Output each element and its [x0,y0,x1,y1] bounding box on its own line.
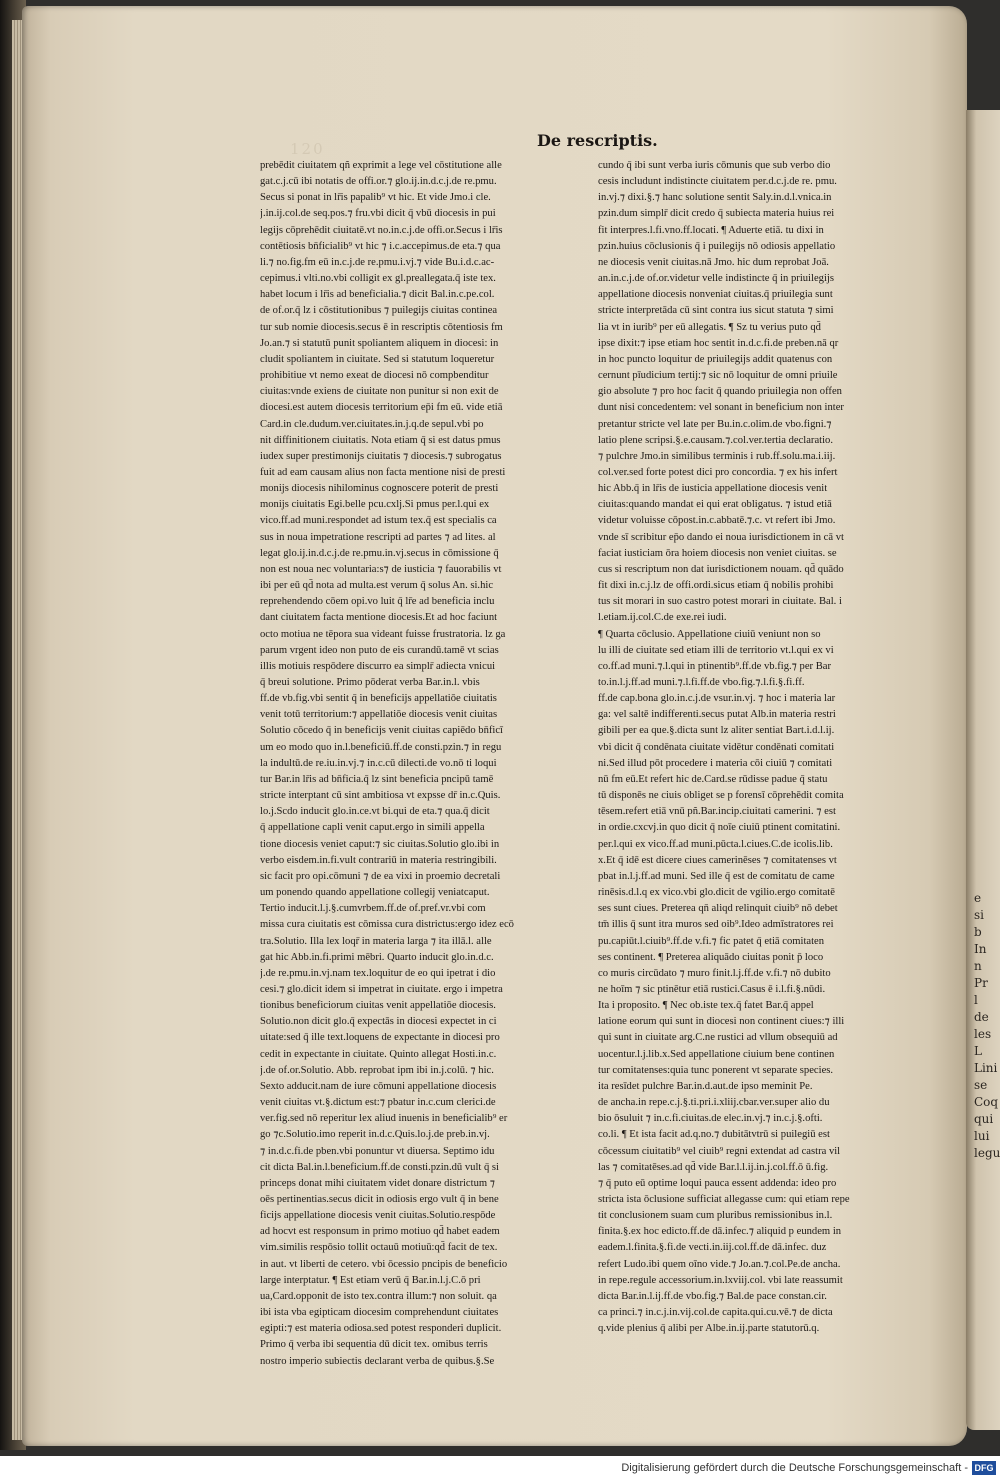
text-line: l.etiam.ij.col.C.de exe.rei iudi. [598,612,727,624]
text-line: Primo q̄ verba ibi sequentia dū dicit tex. omibus terris [260,1339,488,1351]
text-line: co muris circūdato ⁊ muro finit.l.j.ff.de v.fi.⁊ nō dubito [598,967,831,979]
text-line: ad hocvt est responsum in primo motiuo qd̄ habet eadem [260,1226,500,1238]
text-line: large interptatur. ¶ Est etiam verū q̄ Bar.in.l.j.C.ō pri [260,1274,481,1286]
text-line: Secus si ponat in lr̄is papalib⁹ vt hic. Et vide Jmo.i cle. [260,192,491,204]
text-line: go ⁊c.Solutio.imo reperit in.d.c.Quis.lo.j.de preb.in.vj. [260,1129,490,1141]
text-line: gibili per ea que.§.dicta sunt lz aliter sentiat Bart.i.d.l.ij. [598,725,835,737]
text-line: cepimus.i vlti.no.vbi colligit ex gl.preallegata.q̄ iste tex. [260,273,496,285]
text-line: col.ver.sed forte potest dici pro concordia. ⁊ ex his infert [598,466,838,478]
text-line: Sexto adducit.nam de iure cōmuni appellatione diocesis [260,1080,497,1092]
text-line: vim.similis respōsio tollit octauū motiuū:qd̄ facit de tex. [260,1242,498,1254]
text-line: refert Ludo.ibi quem oīno vide.⁊ Jo.an.⁊.col.Pe.de ancha. [598,1258,841,1270]
text-line: x.Et q̄ idē est dicere ciues camerinēses ⁊ comitatenses vt [598,854,837,866]
text-line: sus in noua impetratione rescripti ad partes ⁊ ad lites. al [260,531,496,543]
text-line: lu illi de ciuitate sed etiam illi de territorio vt.l.qui ex vi [598,644,834,656]
text-line: pbat in.l.j.ff.ad muni. Sed ille q̄ est de comitatu de came [598,870,835,882]
text-line: dant ciuitatem facta mentione diocesis.Et ad hoc faciunt [260,612,498,624]
text-line: in aut. vt liberti de cetero. vbi ōcessio pncipis de beneficio [260,1258,508,1270]
text-line: faciat iusticiam ōra hoiem diocesis non veniet ciuitas. se [598,547,837,559]
text-line: ses continent. ¶ Preterea aliquādo ciuitas ponit p̄ loco [598,951,824,963]
text-line: stricte interpretāda cū sint contra ius sicut statuta ⁊ simi [598,305,834,317]
text-line: habet locum i lr̄is ad beneficialia.⁊ dicit Bal.in.c.pe.col. [260,289,495,301]
text-line: diocesi.est autem diocesis territorium ep̄i fm eū. vide etiā [260,402,503,414]
text-line: octo motiua ne tēpora sua videant fuisse frustratoria. lz ga [260,628,506,640]
text-line: ¶ Quarta cōclusio. Appellatione ciuiū veniunt non so [598,628,821,640]
text-line: monijs diocesis nihilominus cognoscere poterit de presti [260,483,499,495]
text-line: in repe.regule accessorium.in.lxviij.col. vbi late reassumit [598,1274,843,1286]
text-line: ⁊ pulchre Jmo.in similibus terminis i rub.ff.solu.ma.i.iij. [598,450,836,462]
text-line: vnde sī scribitur ep̄o dando ei noua iurisdictionem in cā vt [598,531,844,543]
text-line: ibi per eū qd̄ nota ad multa.est verum q̄ solus An. si.hic [260,580,494,592]
text-line: egipti:⁊ est materia odiosa.sed potest responderi duplicit. [260,1323,502,1335]
text-line: ff.de cap.bona glo.in.c.j.de vsur.in.vj. ⁊ hoc i materia lar [598,693,836,705]
text-line: cesis includunt indistincte ciuitatem per.d.c.j.de re. pmu. [598,176,837,188]
next-page-edge [966,110,1000,1430]
text-line: ff.de vb.fig.vbi sentit q̄ in beneficijs appellatiōe ciuitatis [260,693,497,705]
text-line: venit totū territorium:⁊ appellatiōe diocesis venit ciuitas [260,709,498,721]
text-line: ficijs appellatione diocesis venit ciuitas.Solutio.respōde [260,1210,496,1222]
text-line: an.in.c.j.de of.or.videtur velle indistincte q̄ in priuilegijs [598,273,834,285]
text-line: stricte interptant cū sint ambitiosa vt expsse dr̄ in.c.Quis. [260,790,501,802]
text-line: non est noua nec voluntaria:s⁊ de iusticia ⁊ fauorabilis vt [260,563,502,575]
text-line: la indultū.de re.iu.in.vj.⁊ in.c.cū dilecti.de vo.nō ti loqui [260,757,497,769]
next-page-fragment-text: e si b In n Pr l de les L Lini se Coq qui lui legu [974,891,1000,1160]
text-line: pu.capiūt.l.ciuib⁹.ff.de v.fi.⁊ fic patet q̄ etiā comitaten [598,935,825,947]
text-line: tionibus beneficiorum ciuitas venit appellatiōe diocesis. [260,1000,496,1012]
text-line: prebēdit ciuitatem qñ exprimit a lege vel cōstitutione alle [260,160,502,171]
text-line: contētiosis bn̄ficialib⁹ vt hic ⁊ i.c.accepimus.de eta.⁊ qua [260,240,501,252]
text-line: um eo modo quo in.l.beneficiū.ff.de consti.pzin.⁊ in regu [260,741,502,753]
text-line: ⁊ in.d.c.fi.de pben.vbi ponuntur vt diuersa. Septimo idu [260,1145,495,1157]
text-line: dicta Bar.in.l.ij.ff.de vbo.fig.⁊ Bal.de pace constan.cir. [598,1290,827,1302]
text-line: latio plene scripsi.§.e.causam.⁊.col.ver.tertia declaratio. [598,434,833,446]
text-line: fit dixi in.c.j.lz de offi.ordi.sicus etiam q̄ nobilis prohibi [598,580,834,592]
text-line: stricta ista ōclusione sufficiat allegasse cum: qui etiam repe [598,1194,850,1205]
text-line: appellatione diocesis nonveniat ciuitas.q̄ priuilegia sunt [598,289,833,301]
text-line: nostro imperio subiectis declarant verba de quibus.§.Se [260,1355,495,1367]
text-line: ca princi.⁊ in.c.j.in.vij.col.de capita.qui.cu.vē.⁊ de dicta [598,1307,833,1319]
text-line: cus si rescriptum non dat iurisdictionem nouam. qd̄ quādo [598,563,844,575]
text-line: li.⁊ no.fig.fm eū in.c.j.de re.pmu.i.vj.⁊ vide Bu.i.d.c.ac- [260,256,495,268]
text-line: monijs ciuitatis Egi.belle pcu.cxlj.Si pmus per.l.qui ex [260,499,490,511]
text-line: legat glo.ij.in.d.c.j.de re.pmu.in.vj.secus in cōmissione q̄ [260,547,499,559]
text-line: pzin.dum simplr̄ dicit credo q̄ subiecta materia huius rei [598,208,835,220]
text-line: Tertio inducit.l.j.§.cumvrbem.ff.de of.pref.vr.vbi com [260,903,486,915]
text-line: uocentur.l.j.lib.x.Sed appellatione ciuium bene continen [598,1048,835,1060]
text-line: cit dicta Bal.in.l.beneficium.ff.de consti.pzin.dū vult q̄ si [260,1161,499,1173]
text-line: parum vrgent ideo non puto de eis curandū.tamē vt scias [260,644,499,656]
text-line: lia vt in iurib⁹ per eū allegatis. ¶ Sz tu verius puto qd̄ [598,321,821,333]
text-line: ⁊ q̄ puto eū optime loqui pauca essent addenda: ideo pro [598,1177,837,1189]
right-text-column [598,158,910,1337]
text-line: reprehendendo cōem opi.vo luit q̄ lr̄e ad beneficia inclu [260,596,495,608]
text-line: de ancha.in repe.c.j.§.ti.pri.i.xliij.cbar.ver.super alio du [598,1097,830,1109]
text-line: bio ōsuluit ⁊ in.c.fi.ciuitas.de elec.in.vj.⁊ in.c.j.§.ofti. [598,1113,823,1125]
text-line: qui sunt in ciuitate arg.C.ne rustici ad vllum obsequiū ad [598,1032,838,1044]
text-line: tēsem.refert etiā vnū pñ.Bar.incip.ciuitati camerini. ⁊ est [598,806,836,818]
text-line: cōcessum ciuitatib⁹ vel ciuib⁹ regni extendat ad castra vil [598,1145,841,1157]
text-line: ses sunt ciues. Preterea qn̄ aliqd relinquit ciuib⁹ nō debet [598,903,838,915]
text-line: in.vj.⁊ dixi.§.⁊ hanc solutione sentit Saly.in.d.l.vnica.in [598,192,832,204]
text-line: Solutio.non dicit glo.q̄ expectās in diocesi expectet in ci [260,1016,497,1028]
text-line: pzin.huius cōclusionis q̄ i puilegijs nō odiosis appellatio [598,240,836,252]
text-line: ciuitas:vnde exiens de ciuitate non punitur si non exit de [260,386,499,398]
text-line: co.ff.ad muni.⁊.l.qui in ptinentib⁹.ff.de vb.fig.⁊ per Bar [598,660,832,672]
text-line: j.in.ij.col.de seq.pos.⁊ fru.vbi dicit q̄ vbū diocesis in pui [260,208,496,220]
text-line: gat hic Abb.in.fi.primi mēbri. Quarto inducit glo.in.d.c. [260,951,494,963]
text-line: cludit spoliantem in ciuitate. Sed si statutum loqueretur [260,353,495,365]
text-line: in hoc puncto loquitur de priuilegijs addit quatenus con [598,353,833,365]
text-line: verbo eisdem.in.fi.vult contrariū in materia restringibili. [260,854,497,866]
text-line: cernunt pīudicium tertij:⁊ sic nō loquitur de omni priuile [598,370,838,382]
text-line: nū fm eū.Et refert hic de.Card.se rūdisse padue q̄ statu [598,773,828,785]
footer-bar [0,1456,1000,1482]
text-line: missa cura ciuitatis est cōmissa cura districtus:ergo idez ecō [260,919,514,931]
text-line: las ⁊ comitatēses.ad qd̄ vide Bar.l.l.ij.in.j.col.ff.ō ū.fig. [598,1161,829,1173]
text-line: q.vide plenius q̄ alibi per Albe.in.ij.parte statutorū.q. [598,1323,820,1335]
text-line: finita.§.ex hoc edicto.ff.de dā.infec.⁊ aliquid p eundem in [598,1226,842,1238]
text-line: tū disponēs ne ciuis obliget se p forensī cōprehēdit comita [598,790,844,802]
text-line: ua,Card.opponit de isto tex.contra illum:⁊ non soluit. qa [260,1290,497,1302]
text-line: um ponendo quando appellatione collegij veniatcaput. [260,887,490,899]
text-line: ga: vel saltē indifferenti.secus putat Alb.in materia restri [598,709,836,721]
text-line: tur comitatenses:quia tunc ponerent vt separate species. [598,1064,834,1076]
text-line: per.l.qui ex vico.ff.ad muni.pūcta.l.ciues.C.de icolis.lib. [598,838,833,850]
text-line: nit diffinitionem ciuitatis. Nota etiam q̄ si est datus pmus [260,434,501,446]
text-line: vbi dicit q̄ condēnata ciuitate vidētur condēnati comitati [598,741,835,753]
text-line: iudex super prestimonijs ciuitatis ⁊ diocesis.⁊ subrogatus [260,450,502,462]
text-line: sic facit pro opi.cōmuni ⁊ de ea vixi in proemio decretali [260,870,501,882]
text-line: q̄ breui solutione. Primo pōderat verba Bar.in.l. vbis [260,677,480,688]
text-line: Ita i proposito. ¶ Nec ob.iste tex.q̄ fatet Bar.q̄ appel [598,1000,814,1012]
text-line: cesi.⁊ glo.dicit idem si impetrat in ciuitate. ergo i impetra [260,983,503,995]
text-line: legijs cōprehēdit ciuitatē.vt no.in.c.j.de offi.or.Secus i lr̄is [260,224,503,236]
text-line: dunt nisi concedentem: vel sonant in beneficium non inter [598,402,844,414]
text-line: fuit ad eam causam alius non facta mentione nisi de presti [260,466,506,478]
faint-folio-number: 120 [290,140,325,158]
text-line: hic Abb.q̄ in lr̄is de iusticia appellatione diocesis venit [598,483,828,495]
text-line: lo.j.Scdo inducit glo.in.ce.vt bi.qui de eta.⁊ qua.q̄ dicit [260,806,490,818]
text-line: ipse dixit:⁊ ipse etiam hoc sentit in.d.c.fi.de preben.nā qr [598,337,839,349]
text-line: prohibitiue vt nemo exeat de diocesi nō compbenditur [260,370,489,382]
text-line: gat.c.j.cū ibi notatis de offi.or.⁊ glo.ij.in.d.c.j.de re.pmu. [260,176,497,188]
text-line: ne hoīm ⁊ sic ptinētur etiā rustici.Casus ē i.l.fi.§.nūdi. [598,983,826,995]
text-line: Card.in cle.dudum.ver.ciuitates.in.j.q.de sepul.vbi po [260,418,484,430]
text-line: tur Bar.in lr̄is ad bn̄ficia.q̄ lz sint beneficia pncipū tamē [260,773,494,785]
text-line: ni.Sed illud pōt procedere i materia cōi ciuiū ⁊ comitati [598,757,833,769]
text-line: ciuitas:quando mandat ei qui erat obligatus. ⁊ istud etiā [598,499,832,511]
text-line: j.de re.pmu.in.vj.nam tex.loquitur de eo qui ipetrat i dio [260,967,496,979]
text-line: in ordie.cxcvj.in quo dicit q̄ noīe ciuiū ptinent comitatini. [598,822,841,834]
text-line: tur sub nomie diocesis.secus ē in rescriptis cōtentiosis fm [260,321,503,333]
text-line: de of.or.q̄ lz i cōstitutionibus ⁊ puilegijs ciuitas continea [260,305,498,317]
dfg-logo: DFG [972,1461,996,1475]
text-line: fit interpres.l.fi.vno.ff.locati. ¶ Aduerte etiā. tu dixi in [598,224,824,236]
text-line: Solutio cōcedo q̄ in beneficijs venit ciuitas capiēdo bn̄ficī [260,725,503,737]
text-line: to.in.l.j.ff.ad muni.⁊.l.fi.ff.de vbo.fig.⁊.l.fi.§.fi.ff. [598,677,805,688]
text-line: co.li. ¶ Et ista facit ad.q.no.⁊ dubitātvtrū si puilegiū est [598,1129,830,1141]
text-line: illis motiuis respōdere discurro ea simplr̄ adiecta vnicui [260,660,496,672]
text-line: gio absolute ⁊ pro hoc facit q̄ quando priuilegia non offen [598,386,842,398]
text-line: ita resīdet pulchre Bar.in.d.aut.de ipso meminit Pe. [598,1080,813,1092]
text-line: tm̄ illis q̄ sunt itra muros sed oib⁹.Ideo admīstratores rei [598,919,834,931]
text-line: Jo.an.⁊ si statutū punit spoliantem aliquem in diocesi: in [260,337,499,349]
text-line: uitate:sed q̄ ille text.loquens de expectante in diocesi pro [260,1032,500,1044]
text-line: pretantur stricte vel late per Bu.in.c.olim.de vbo.figni.⁊ [598,418,832,430]
text-line: princeps donat mihi ciuitatem videt donare districtum ⁊ [260,1177,496,1189]
text-line: rinēsis.d.l.q ex vico.vbi glo.dicit de vgilio.ergo comitatē [598,887,835,899]
funding-notice: Digitalisierung gefördert durch die Deutsche Forschungsgemeinschaft - [621,1462,968,1474]
text-line: vico.ff.ad muni.respondet ad istum tex.q̄ est specialis ca [260,515,497,527]
text-line: venit ciuitas vt.§.dictum est:⁊ pbatur in.c.cum clerici.de [260,1097,496,1109]
text-line: ibi ista vba egipticam diocesim comprehendunt ciuitates [260,1307,499,1319]
text-line: latione eorum qui sunt in diocesi non continent ciues:⁊ illi [598,1016,845,1028]
text-line: cedit in expectante in ciuitate. Quinto allegat Hosti.in.c. [260,1048,497,1060]
text-line: ne diocesis venit ciuitas.nā Jmo. hic dum reprobat Joā. [598,256,829,268]
text-line: q̄ appellatione capli venit caput.ergo in simili appella [260,822,485,834]
text-line: tit conclusionem suam cum pluribus remissionibus in.l. [598,1210,833,1222]
left-text-column [260,158,570,1370]
text-line: tra.Solutio. Illa lex loqr̄ in materia larga ⁊ ita illā.l. alle [260,935,492,947]
text-line: ver.fig.sed nō reperitur lex aliud inuenis in beneficialib⁹ er [260,1113,508,1125]
text-line: oēs pertinentias.secus dicit in odiosis ergo vult q̄ in bene [260,1194,499,1205]
text-line: cundo q̄ ibi sunt verba iuris cōmunis que sub verbo dio [598,160,831,171]
text-line: videtur voluisse cōpost.in.c.abbatē.⁊.c. vt refert ibi Jmo. [598,515,836,527]
text-line: j.de of.or.Solutio. Abb. reprobat ipm ibi in.j.colū. ⁊ hic. [260,1064,494,1076]
text-line: tione diocesis veniet caput:⁊ sic ciuitas.Solutio glo.ibi in [260,838,500,850]
text-line: tus sit morari in suo castro potest morari in ciuitate. Bal. i [598,596,842,608]
running-header: De rescriptis. [537,131,658,150]
text-line: eadem.l.finita.§.fi.de vecti.in.iij.col.ff.de dā.infec. duz [598,1242,827,1254]
